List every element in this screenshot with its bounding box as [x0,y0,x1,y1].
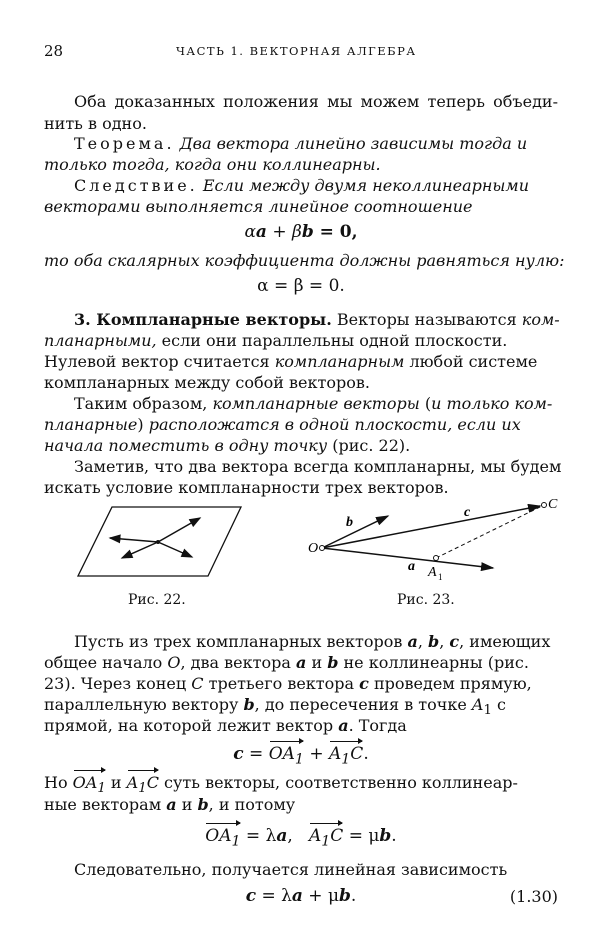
paragraph-line: общее начало O, два вектора a и b не коллинеарны (рис. [44,653,529,672]
paragraph-line: Пусть из трех компланарных векторов a, b, c, имеющих [74,632,551,651]
section-heading-line: 3. Компланарные векторы. Векторы называются ком- [74,310,560,329]
paragraph-line: 23). Через конец C третьего вектора c проведем прямую, [44,674,532,693]
paragraph-line: Заметив, что два вектора всегда компланарны, мы будем [74,457,562,476]
paragraph-line: Следовательно, получается линейная зависимость [74,860,508,879]
corollary-text: то оба скалярных коэффициента должны равняться нулю: [44,251,565,270]
figure-22 [68,502,248,582]
page-number: 28 [44,42,64,60]
paragraph-line: планарными, если они параллельны одной плоскости. [44,331,508,350]
running-header: ЧАСТЬ 1. ВЕКТОРНАЯ АЛГЕБРА [176,44,417,58]
corollary-text: векторами выполняется линейное соотношение [44,197,473,216]
figure-22-caption: Рис. 22. [128,592,186,608]
equation-number: (1.30) [509,887,558,906]
label-A1-sub: 1 [438,572,443,582]
theorem [74,134,558,154]
theorem-text: Два вектора линейно зависимы тогда и [179,134,528,153]
label-A1: A [428,565,437,580]
equation-decomposition: $c = OA_1 + A_1C$. [233,744,369,768]
equation-final: c = λa + μb. [245,886,357,906]
paragraph-line: прямой, на которой лежит вектор a. Тогда [44,716,407,735]
equation-zero: α = β = 0. [257,276,345,296]
label-c: c [464,505,471,520]
section-heading: 3. Компланарные векторы. [74,310,332,329]
paragraph-line: Нулевой вектор считается компланарным любой системе [44,352,538,371]
paragraph-line: искать условие компланарности трех векторов. [44,478,449,497]
equation-relations: $OA_1 = \lambda a$, $A_1C = \mu b$. [205,826,397,850]
corollary-text: Если между двумя неколлинеарными [202,176,529,195]
label-b: b [346,515,353,530]
paragraph-line: ные векторам a и b, и потому [44,795,296,814]
figure-23 [308,496,568,591]
paragraph-line: нить в одно. [44,114,147,133]
label-a: a [408,559,415,574]
paragraph-line: компланарных между собой векторов. [44,373,370,392]
paragraph-line: Оба доказанных положения мы можем теперь объеди- [74,92,558,111]
corollary-label: Следствие. [74,176,198,195]
theorem-text: только тогда, когда они коллинеарны. [44,155,381,174]
paragraph-line: Таким образом, компланарные векторы (и только ком- [74,394,553,413]
paragraph-line: Но $OA_1$ и $A_1C$ суть векторы, соответственно коллинеар- [44,773,558,799]
paragraph-line: начала поместить в одну точку (рис. 22). [44,436,411,455]
figure-23-caption: Рис. 23. [397,592,455,608]
label-O: O [308,541,319,556]
paragraph-line: параллельную вектору b, до пересечения в точке $A_1$ с [44,695,507,719]
theorem-label: Теорема. [74,134,175,153]
equation-linear: αa + βb = 0, [244,222,358,242]
corollary [74,176,558,196]
paragraph-line: планарные) расположатся в одной плоскости, если их [44,415,521,434]
label-C: C [548,497,558,512]
